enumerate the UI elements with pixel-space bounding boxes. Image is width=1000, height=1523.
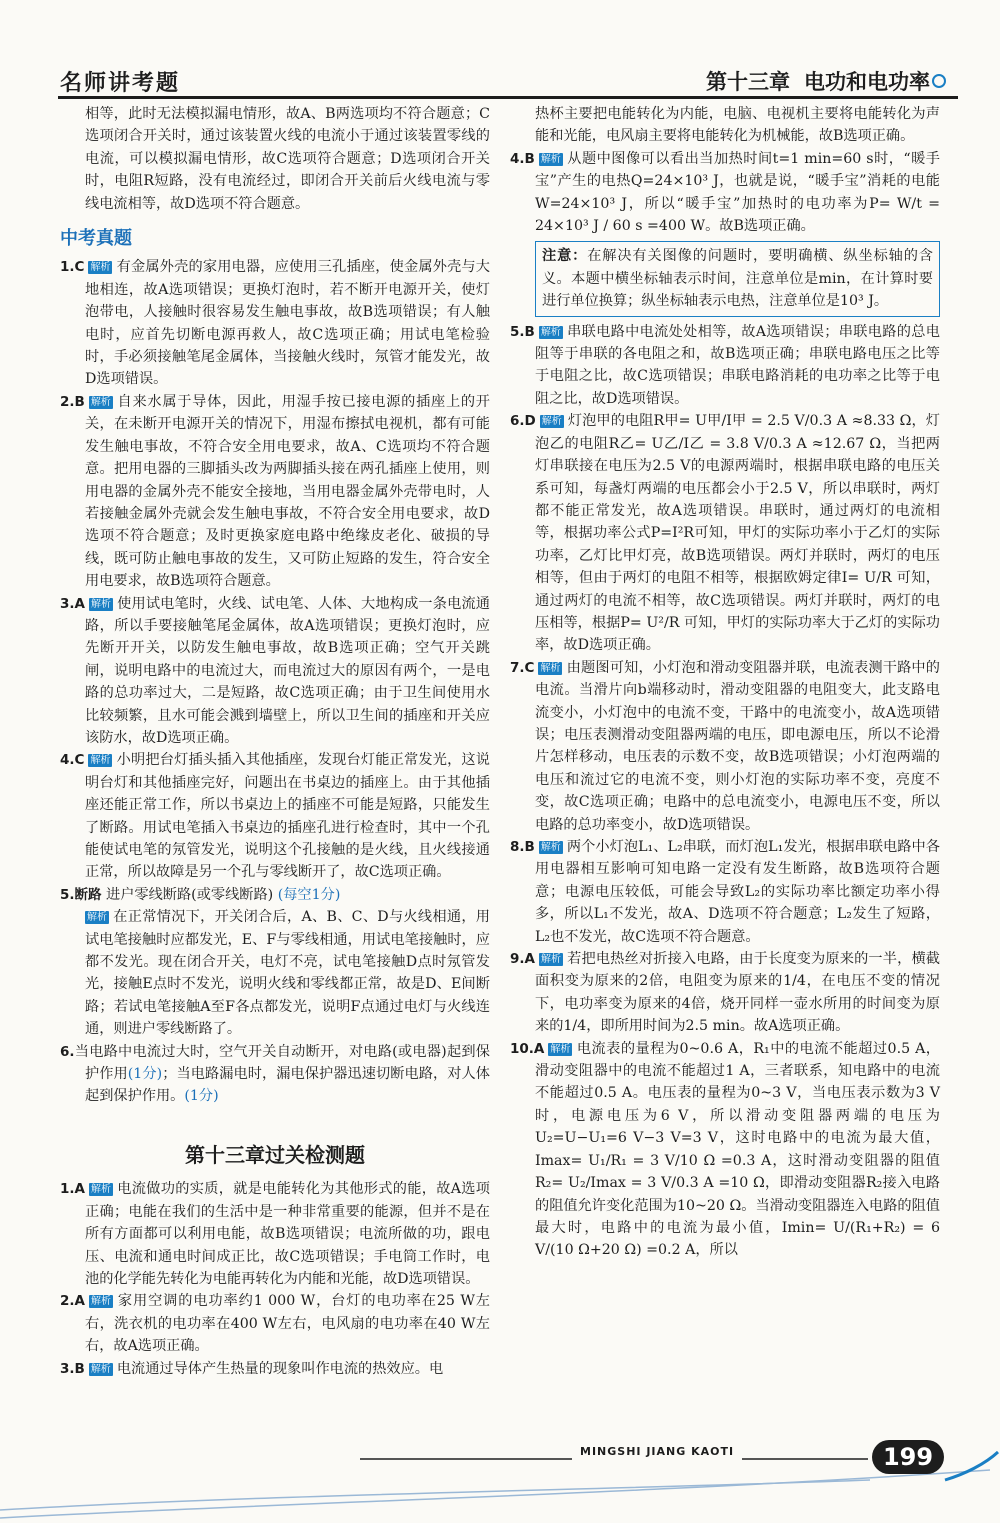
answer-text: 若把电热丝对折接入电路，由于长度变为原来的一半，横截面积变为原来的2倍，电阻变为原来的1/4，在电压不变的情况下，电功率变为原来的4倍，烧开同样一壶水所用的时间变为原来的1/4，即所用时间为2.5 min。故A选项正确。 <box>535 951 940 1035</box>
score-label: (1分) <box>184 1088 219 1105</box>
answer-text: 从题中图像可以看出当加热时间t=1 min=60 s时，“暖手宝”产生的电热Q=24×10³ J，也就是说，“暖手宝”消耗的电能W=24×10³ J，所以“暖手宝”加热时的电功率为P= W/t = 24×10³ J / 60 s =400 W。故B选项正确。 <box>535 150 940 235</box>
answer-item <box>60 593 490 750</box>
answer-item <box>60 1358 490 1380</box>
answer-item <box>60 884 490 906</box>
analysis-tag: 解析 <box>90 1184 111 1196</box>
answer-item <box>510 1038 940 1262</box>
answer-number: 4.C <box>60 752 85 769</box>
answer-item <box>60 1178 490 1290</box>
page-header <box>0 0 1000 100</box>
analysis-tag: 解析 <box>90 755 111 767</box>
analysis-tag: 解析 <box>90 1296 111 1308</box>
chapter-title: 电功和电功率 <box>804 70 930 94</box>
analysis-tag: 解析 <box>90 262 111 274</box>
note-label: 注意： <box>542 248 588 265</box>
answer-item <box>510 148 940 238</box>
analysis-tag: 解析 <box>90 1363 111 1375</box>
answer-text: 电流通过导体产生热量的现象叫作电流的热效应。电 <box>116 1360 444 1377</box>
answer-item <box>60 391 490 593</box>
right-column <box>510 103 940 1262</box>
answer-text: ；当电路漏电时，漏电保护器迅速切断电路，对人体起到保护作用。 <box>85 1066 490 1105</box>
section-heading-exam: 中考真题 <box>60 228 132 250</box>
answer-text: 自来水属于导体，因此，用湿手按已接电源的插座上的开关，在未断开电源开关的情况下，用湿布擦拭电视机，都有可能发生触电事故，不符合安全用电要求，故A、C选项均不符合题意。把用电器的三脚插头改为两脚插头接在两孔插座上使用，则用电器的金属外壳不能安全接地，当用电器金属外壳带电时，人若接触金属外壳就会发生触电事故，不符合安全用电要求，故D选项不符合题意；及时更换家庭电路中绝缘皮老化、破损的导线，既可防止触电事故的发生，又可防止短路的发生，符合安全用电要求，故B选项符合题意。 <box>85 393 490 590</box>
answer-text: 由题图可知，小灯泡和滑动变阻器并联，电流表测干路中的电流。当滑片向b端移动时，滑动变阻器的电阻变大，此支路电流变小，小灯泡中的电流不变，干路中的电流变小，故A选项错误；电压表测滑动变阻器两端的电压，即电源电压，所以不论滑片怎样移动，电压表的示数不变，故B选项错误；小灯泡两端的电压和流过它的电流不变，则小灯泡的实际功率不变，亮度不变，故C选项正确；电路中的总电流变小，电源电压不变，所以电路的总功率变小，故D选项错误。 <box>535 659 940 833</box>
analysis-tag: 解析 <box>90 396 111 408</box>
note-text: 在解决有关图像的问题时，要明确横、纵坐标轴的含义。本题中横坐标轴表示时间，注意单位是min，在计算时要进行单位换算；纵坐标轴表示电热，注意单位是10³ J。 <box>542 248 933 310</box>
circle-icon <box>932 74 946 88</box>
score-label: (1分) <box>127 1066 163 1083</box>
left-column <box>60 103 490 1380</box>
answer-item <box>60 749 490 883</box>
answer-item <box>510 321 940 411</box>
answer-number: 3.B <box>60 1360 85 1377</box>
answer-text: 串联电路中电流处处相等，故A选项错误；串联电路的总电阻等于串联的各电阻之和，故B选项正确；串联电路电压之比等于电阻之比，故C选项错误；串联电路消耗的电功率之比等于电阻之比，故D选项错误。 <box>535 323 940 407</box>
answer-text: 使用试电笔时，火线、试电笔、人体、大地构成一条电流通路，所以手要接触笔尾金属体，故A选项错误；更换灯泡时，应先断开开关，以防发生触电事故，故B选项正确；空气开关跳闸，说明电路中的电流过大，而电流过大的原因有两个，一是电路的总功率过大，二是短路，故C选项正确；由于卫生间使用水比较频繁，且水可能会溅到墙壁上，所以卫生间的插座和开关应该防水，故D选项正确。 <box>85 595 490 746</box>
answer-number: 1.A <box>60 1181 85 1198</box>
answer-text: 有金属外壳的家用电器，应使用三孔插座，使金属外壳与大地相连，故A选项错误；更换灯泡时，若不断开电源开关，使灯泡带电，人接触时很容易发生触电事故，故B选项错误；有人触电时，应首先切断电源再救人，故C选项正确；用试电笔检验时，手必须接触笔尾金属体，当接触火线时，氖管才能发光，故D选项错误。 <box>85 259 490 388</box>
answer-text: 当电路中电流过大时，空气开关自动断开，对电路(或电器)起到保护作用 <box>74 1043 490 1083</box>
answer-item <box>510 657 940 836</box>
answer-number: 9.A <box>510 951 535 968</box>
analysis-tag: 解析 <box>550 1043 571 1055</box>
page-number: 199 <box>872 1440 944 1474</box>
analysis-tag: 解析 <box>540 842 561 853</box>
answer-text: 在正常情况下，开关闭合后，A、B、C、D与火线相通，用试电笔接触时应都发光，E、F与零线相通，用试电笔接触时，应都不发光。现在闭合开关，电灯不亮，试电笔接触D点时氖管发光，接触E点时不发光，说明火线和零线都正常，故是D、E间断路；若试电笔接触A至F各点都发光，说明F点通过电灯与火线连通，则进户零线断路了。 <box>85 909 490 1038</box>
answer-item <box>60 1041 490 1108</box>
wave-decoration <box>0 1450 1000 1523</box>
intro-paragraph: 相等，此时无法模拟漏电情形，故A、B两选项均不符合题意；C选项闭合开关时，通过该装置火线的电流小于通过该装置零线的电流，可以模拟漏电情形，故C选项符合题意；D选项闭合开关时，电阻R短路，没有电流经过，即闭合开关前后火线电流与零线电流相等，故D选项不符合题意。 <box>85 106 490 212</box>
analysis-tag: 解析 <box>540 662 561 674</box>
answer-fill: 进户零线断路(或零线断路) <box>106 886 274 903</box>
footer-rule-right <box>742 1458 868 1460</box>
answer-number: 4.B <box>510 150 535 167</box>
answer-explanation <box>60 906 490 1040</box>
footer-rule-left <box>360 1458 572 1460</box>
analysis-tag: 解析 <box>540 326 561 338</box>
answer-number: 1.C <box>60 259 85 276</box>
note-box <box>535 241 940 316</box>
answer-number: 2.A <box>60 1293 85 1310</box>
answer-number: 6. <box>60 1043 75 1060</box>
answer-number: 2.B <box>60 393 85 410</box>
answer-number: 3.A <box>60 595 85 612</box>
analysis-tag: 解析 <box>541 416 562 428</box>
answer-item <box>510 410 940 656</box>
chapter-number: 第十三章 <box>706 70 790 94</box>
answer-text: 小明把台灯插头插入其他插座，发现台灯能正常发光，这说明台灯和其他插座完好，问题出在书桌边的插座上。由于其他插座还能正常工作，所以书桌边上的插座不可能是短路，只能发生了断路。用试电笔插入书桌边的插座孔进行检查时，其中一个孔能使试电笔的氖管发光，说明这个孔接触的是火线，且火线接通正常，所以故障是另一个孔与零线断开了，故C选项正确。 <box>85 752 490 881</box>
answer-number: 5.断路 <box>60 886 102 903</box>
answer-text: 家用空调的电功率约1 000 W，台灯的电功率在25 W左右，洗衣机的电功率在400 W左右，电风扇的电功率在40 W左右，故A选项正确。 <box>85 1293 490 1355</box>
answer-number: 10.A <box>510 1040 545 1057</box>
score-label: (每空1分) <box>277 886 341 903</box>
answer-text: 两个小灯泡L₁、L₂串联，而灯泡L₁发光，根据串联电路中各用电器相互影响可知电路一定没有发生断路，故B选项符合题意；电源电压较低，可能会导致L₂的实际功率比额定功率小得多，所以L₁不发光，故A、D选项不符合题意；L₂发生了短路，L₂也不发光，故C选项不符合题意。 <box>535 839 940 945</box>
answer-number: 7.C <box>510 659 535 676</box>
chapter-heading <box>706 66 930 96</box>
answer-text: 灯泡甲的电阻R甲= U甲/I甲 = 2.5 V/0.3 A ≈8.33 Ω，灯泡乙的电阻R乙= U乙/I乙 = 3.8 V/0.3 A ≈12.67 Ω，当把两灯串联接在电压为2.5 V的电源两端时，根据串联电路的电压关系可知，每盏灯两端的电压都会小于2.5 V，所以串联时，两灯都不能正常发光，故A选项错误。串联时，通过两灯的电流相等，根据功率公式P=I²R可知，甲灯的实际功率小于乙灯的实际功率，乙灯比甲灯亮，故B选项错误。两灯并联时，两灯的电压相等，但由于两灯的电阻不相等，根据欧姆定律I= U/R 可知，通过两灯的电流不相等，故C选项错误。两灯并联时，两灯的电压相等，根据P= U²/R 可知，甲灯的实际功率大于乙灯的实际功率，故D选项正确。 <box>535 413 940 654</box>
analysis-tag: 解析 <box>90 598 111 610</box>
answer-text: 电流做功的实质，就是电能转化为其他形式的能，故A选项正确；电能在我们的生活中是一种非常重要的能源，但并不是在所有方面都可以利用电能，故B选项错误；电流所做的功，跟电压、电流和通电时间成正比，故C选项错误；手电筒工作时，电池的化学能先转化为电能再转化为内能和光能，故D选项错误。 <box>85 1181 490 1287</box>
answer-item <box>510 836 940 948</box>
analysis-tag: 解析 <box>87 912 107 924</box>
answer-item <box>60 256 490 390</box>
answer-number: 5.B <box>510 323 535 340</box>
continued-paragraph: 热杯主要把电能转化为内能，电脑、电视机主要将电能转化为声能和光能，电风扇主要将电能转化为机械能，故B选项正确。 <box>535 106 940 145</box>
analysis-tag: 解析 <box>540 153 561 165</box>
book-brand: 名师讲考题 <box>60 71 181 96</box>
page-footer <box>0 1440 1000 1523</box>
section-heading-review: 第十三章过关检测题 <box>185 1142 365 1167</box>
answer-item <box>60 1290 490 1357</box>
answer-number: 6.D <box>510 413 536 430</box>
answer-number: 8.B <box>510 839 535 855</box>
answer-item <box>510 948 940 1038</box>
analysis-tag: 解析 <box>540 954 561 966</box>
answer-text: 电流表的量程为0~0.6 A，R₁中的电流不能超过0.5 A，滑动变阻器中的电流不能超过1 A，三者联系，知电路中的电流不能超过0.5 A。电压表的量程为0~3 V，当电压表示数为3 V时，电源电压为6 V，所以滑动变阻器两端的电压为U₂=U−U₁=6 V−3 V=3 V，这时电路中的电流为最大值，Imax= U₁/R₁ = 3 V/10 Ω =0.3 A，这时滑动变阻器的阻值R₂= U₂/Imax = 3 V/0.3 A =10 Ω，即滑动变阻器R₂接入电路的阻值允许变化范围为10~20 Ω。当滑动变阻器连入电路的阻值最大时，电路中的电流为最小值，Imin= U/(R₁+R₂) = 6 V/(10 Ω+20 Ω) =0.2 A，所以 <box>535 1040 940 1259</box>
footer-text: MINGSHI JIANG KAOTI <box>580 1445 735 1458</box>
header-rule <box>58 96 958 99</box>
